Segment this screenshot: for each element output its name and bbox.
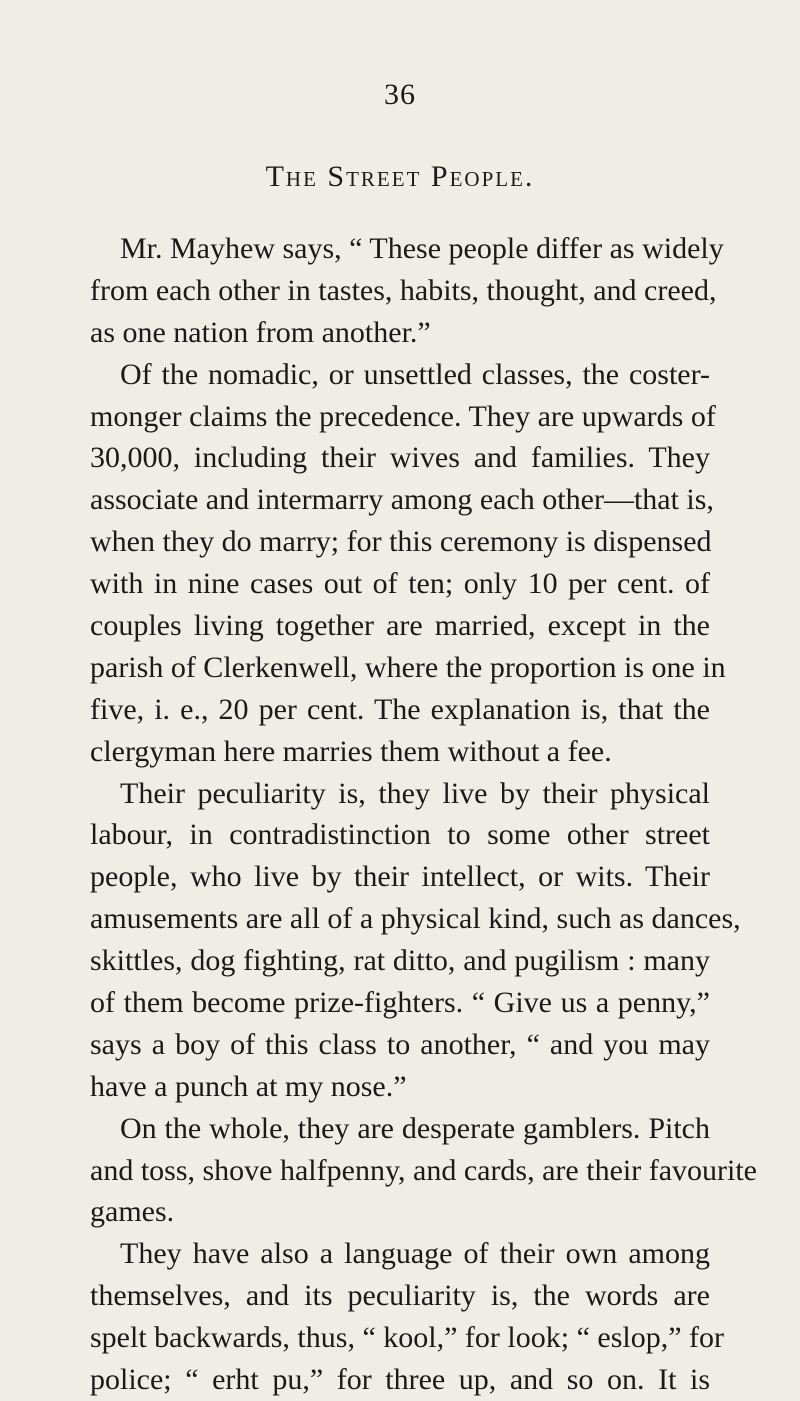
page-number: 36 bbox=[384, 78, 416, 111]
body-text bbox=[90, 228, 757, 1401]
text-line: five, i. e., 20 per cent. The explanation is, that the bbox=[90, 692, 710, 726]
text-line: On the whole, they are desperate gamblers. Pitch bbox=[120, 1111, 710, 1145]
text-line: labour, in contradistinction to some other street bbox=[90, 818, 710, 852]
chapter-title: The Street People. bbox=[265, 160, 535, 193]
text-line: skittles, dog fighting, rat ditto, and pugilism : many bbox=[90, 944, 710, 978]
text-line: themselves, and its peculiarity is, the words are bbox=[90, 1279, 710, 1313]
text-line: They have also a language of their own among bbox=[120, 1237, 710, 1271]
text-line: says a boy of this class to another, “ and you may bbox=[90, 1027, 710, 1061]
text-line: Mr. Mayhew says, “ These people differ as widely bbox=[120, 232, 724, 265]
text-line: spelt backwards, thus, “ kool,” for look; “ eslop,” for bbox=[90, 1321, 724, 1355]
text-line: of them become prize-fighters. “ Give us a penny,” bbox=[90, 986, 710, 1020]
text-line: Their peculiarity is, they live by their physical bbox=[120, 776, 710, 810]
text-line: monger claims the precedence. They are upwards of bbox=[90, 399, 716, 433]
text-line: 30,000, including their wives and families. They bbox=[90, 441, 710, 475]
text-line: and toss, shove halfpenny, and cards, are their favourite bbox=[90, 1153, 757, 1187]
text-line: as one nation from another.” bbox=[90, 315, 431, 349]
text-line: Of the nomadic, or unsettled classes, the coster- bbox=[120, 357, 710, 391]
text-line: clergyman here marries them without a fee. bbox=[90, 734, 612, 768]
text-line: from each other in tastes, habits, thought, and creed, bbox=[90, 273, 717, 307]
text-line: have a punch at my nose.” bbox=[90, 1069, 407, 1103]
text-line: police; “ erht pu,” for three up, and so on. It is bbox=[90, 1363, 710, 1397]
text-line: games. bbox=[90, 1195, 175, 1229]
text-line: people, who live by their intellect, or wits. Their bbox=[90, 860, 710, 894]
text-line: associate and intermarry among each other—that is, bbox=[90, 483, 714, 517]
text-line: when they do marry; for this ceremony is dispensed bbox=[90, 525, 712, 559]
text-line: couples living together are married, except in the bbox=[90, 609, 710, 643]
text-line: amusements are all of a physical kind, such as dances, bbox=[90, 902, 741, 936]
text-line: with in nine cases out of ten; only 10 per cent. of bbox=[90, 567, 710, 601]
text-line: parish of Clerkenwell, where the proportion is one in bbox=[90, 650, 726, 684]
